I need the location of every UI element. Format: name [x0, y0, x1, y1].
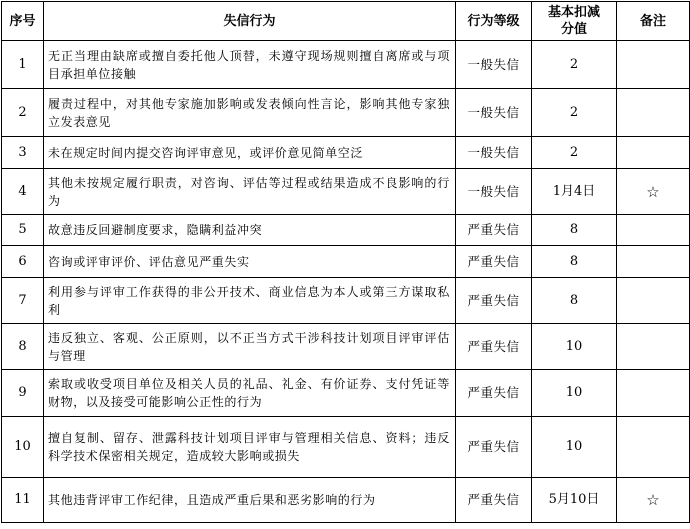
row-score: 2 [532, 41, 617, 89]
row-seq: 2 [2, 89, 44, 137]
table-row [2, 89, 690, 137]
header-behavior: 失信行为 [44, 2, 456, 41]
row-behavior: 索取或收受项目单位及相关人员的礼品、礼金、有价证券、支付凭证等财物，以及接受可能影响公正性的行为 [44, 370, 456, 417]
row-behavior: 擅自复制、留存、泄露科技计划项目评审与管理相关信息、资料；违反科学技术保密相关规定，造成较大影响或损失 [44, 417, 456, 478]
row-seq: 4 [2, 169, 44, 215]
row-grade: 严重失信 [456, 246, 532, 278]
dishonesty-table [1, 1, 690, 523]
header-note: 备注 [617, 2, 690, 41]
row-grade: 严重失信 [456, 324, 532, 370]
row-score: 2 [532, 89, 617, 137]
row-note [617, 41, 690, 89]
row-note [617, 246, 690, 278]
row-seq: 7 [2, 278, 44, 324]
header-seq: 序号 [2, 2, 44, 41]
row-note [617, 278, 690, 324]
row-grade: 一般失信 [456, 137, 532, 169]
table-row [2, 417, 690, 478]
table-row [2, 370, 690, 417]
row-seq: 6 [2, 246, 44, 278]
row-note [617, 137, 690, 169]
row-note [617, 417, 690, 478]
row-behavior: 违反独立、客观、公正原则，以不正当方式干涉科技计划项目评审评估与管理 [44, 324, 456, 370]
row-grade: 一般失信 [456, 169, 532, 215]
row-note [617, 215, 690, 246]
row-seq: 11 [2, 478, 44, 523]
row-score: 10 [532, 417, 617, 478]
row-note [617, 89, 690, 137]
header-row [2, 2, 690, 41]
row-note [617, 324, 690, 370]
row-note: ☆ [617, 478, 690, 523]
row-score: 10 [532, 370, 617, 417]
row-behavior: 利用参与评审工作获得的非公开技术、商业信息为本人或第三方谋取私利 [44, 278, 456, 324]
header-score-line2: 分值 [560, 22, 587, 37]
table-row [2, 169, 690, 215]
table-row [2, 137, 690, 169]
table-row [2, 278, 690, 324]
row-behavior: 其他违背评审工作纪律，且造成严重后果和恶劣影响的行为 [44, 478, 456, 523]
row-seq: 10 [2, 417, 44, 478]
row-seq: 8 [2, 324, 44, 370]
row-seq: 3 [2, 137, 44, 169]
row-grade: 一般失信 [456, 41, 532, 89]
row-grade: 严重失信 [456, 417, 532, 478]
row-note [617, 370, 690, 417]
header-grade: 行为等级 [456, 2, 532, 41]
row-seq: 5 [2, 215, 44, 246]
row-grade: 一般失信 [456, 89, 532, 137]
row-behavior: 其他未按规定履行职责，对咨询、评估等过程或结果造成不良影响的行为 [44, 169, 456, 215]
row-score: 8 [532, 278, 617, 324]
row-behavior: 未在规定时间内提交咨询评审意见，或评价意见简单空泛 [44, 137, 456, 169]
header-score-line1: 基本扣减 [547, 5, 600, 20]
row-score: 1月4日 [532, 169, 617, 215]
table-row [2, 478, 690, 523]
row-seq: 9 [2, 370, 44, 417]
row-grade: 严重失信 [456, 370, 532, 417]
header-score [532, 2, 617, 41]
row-score: 8 [532, 215, 617, 246]
row-behavior: 咨询或评审评价、评估意见严重失实 [44, 246, 456, 278]
row-score: 10 [532, 324, 617, 370]
row-grade: 严重失信 [456, 478, 532, 523]
row-behavior: 履责过程中，对其他专家施加影响或发表倾向性言论，影响其他专家独立发表意见 [44, 89, 456, 137]
table-row [2, 324, 690, 370]
table-row [2, 215, 690, 246]
row-behavior: 故意违反回避制度要求，隐瞒利益冲突 [44, 215, 456, 246]
row-behavior: 无正当理由缺席或擅自委托他人顶替，未遵守现场规则擅自离席或与项目承担单位接触 [44, 41, 456, 89]
table-row [2, 246, 690, 278]
row-score: 5月10日 [532, 478, 617, 523]
table-row [2, 41, 690, 89]
row-seq: 1 [2, 41, 44, 89]
row-note: ☆ [617, 169, 690, 215]
row-grade: 严重失信 [456, 215, 532, 246]
row-score: 8 [532, 246, 617, 278]
row-grade: 严重失信 [456, 278, 532, 324]
row-score: 2 [532, 137, 617, 169]
